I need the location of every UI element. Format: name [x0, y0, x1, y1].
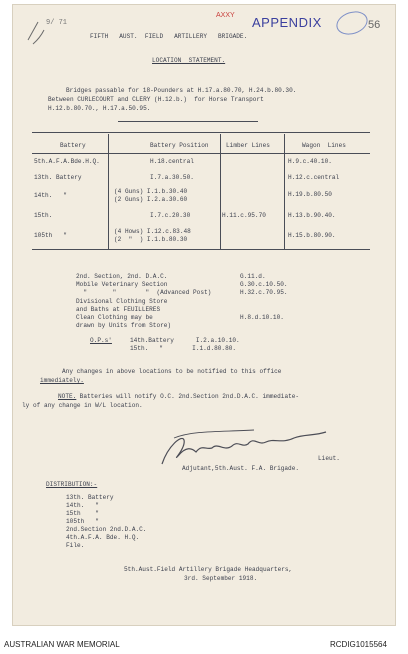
ops-row: 15th. " I.1.d.80.80. [130, 345, 237, 352]
cell-battery: 105th " [34, 232, 67, 239]
corner-pencil-text: 9/ 71 [46, 19, 68, 27]
changes-immediately: immediately. [40, 377, 84, 384]
cell-battery: 15th. [34, 212, 53, 219]
list-item: File. [66, 542, 85, 549]
cell-battery: 13th. Battery [34, 174, 82, 181]
appendix-stamp: APPENDIX [252, 15, 322, 30]
column-divider [284, 134, 285, 249]
cell-wagon: H.12.c.central [288, 174, 340, 181]
location-label: 2nd. Section, 2nd. D.A.C. [76, 273, 168, 280]
cell-wagon: H.9.c.40.10. [288, 158, 332, 165]
location-value: G.30.c.10.50. [240, 281, 288, 288]
location-label: and Baths at FEUILLERES [76, 306, 161, 313]
col-header-wagon: Wagon Lines [302, 142, 346, 149]
page-title: LOCATION STATEMENT. [152, 57, 226, 64]
cell-position: I.7.a.30.50. [150, 174, 194, 181]
unit-heading: FIFTH AUST. FIELD ARTILLERY BRIGADE. [90, 33, 248, 40]
divider-line [118, 121, 258, 122]
col-header-battery: Battery [60, 142, 86, 149]
closing-date: 3rd. September 1918. [184, 575, 258, 582]
location-label: Mobile Veterinary Section [76, 281, 168, 288]
table-header-rule [32, 153, 370, 154]
cell-battery: 5th.A.F.A.Bde.H.Q. [34, 158, 100, 165]
signoff-role: Adjutant,5th.Aust. F.A. Brigade. [182, 465, 300, 472]
col-header-position: Battery Position [150, 142, 209, 149]
ops-row: 14th.Battery I.2.a.10.10. [130, 337, 240, 344]
intro-line-3: H.12.b.80.70., H.17.a.50.95. [48, 105, 151, 112]
location-value: H.8.d.10.10. [240, 314, 284, 321]
cell-position: (2 " ) I.1.b.80.30 [114, 236, 188, 243]
column-divider [220, 134, 221, 249]
red-stamp: AXXY [216, 12, 235, 19]
table-bottom-rule [32, 249, 370, 250]
column-divider [108, 134, 109, 249]
table-top-rule [32, 132, 370, 133]
cell-position: I.7.c.20.30 [150, 212, 191, 219]
note-text: Batteries will notify O.C. 2nd.Section 2nd.D.A.C. immediate- [76, 393, 300, 400]
cell-wagon: H.19.b.80.50 [288, 191, 332, 198]
list-item: 2nd.Section 2nd.D.A.C. [66, 526, 147, 533]
cell-position: (2 Guns) I.2.a.30.60 [114, 196, 188, 203]
cell-position: (4 Guns) I.1.b.30.40 [114, 188, 188, 195]
cell-wagon: H.15.b.80.90. [288, 232, 336, 239]
list-item: 105th " [66, 518, 99, 525]
cell-battery: 14th. " [34, 192, 67, 199]
location-label: Clean Clothing may be [76, 314, 153, 321]
list-item: 14th. " [66, 502, 99, 509]
footer-left: AUSTRALIAN WAR MEMORIAL [4, 640, 120, 649]
ops-label: O.P.s' [90, 337, 112, 344]
distribution-heading: DISTRIBUTION:- [46, 481, 98, 488]
intro-line-2: Between CURLECOURT and CLERY (H.12.b.) for Horse Transport [48, 96, 264, 103]
note-label: NOTE. [58, 393, 77, 400]
signoff-rank: Lieut. [318, 455, 340, 462]
location-value: G.11.d. [240, 273, 266, 280]
signature [154, 426, 334, 470]
list-item: 13th. Battery [66, 494, 114, 501]
intro-line-1: Bridges passable for 18-Pounders at H.17.a.80.70, H.24.b.80.30. [66, 87, 297, 94]
location-value: H.32.c.70.95. [240, 289, 288, 296]
cell-position: H.18.central [150, 158, 194, 165]
location-label: " " " (Advanced Post) [76, 289, 212, 296]
cell-position: (4 Hows) I.12.c.83.48 [114, 228, 191, 235]
page-number: 56 [368, 19, 381, 31]
closing-hq: 5th.Aust.Field Artillery Brigade Headquarters, [124, 566, 293, 573]
col-header-limber: Limber Lines [226, 142, 270, 149]
location-label: drawn by Units from Store) [76, 322, 172, 329]
list-item: 4th.A.F.A. Bde. H.Q. [66, 534, 140, 541]
location-label: Divisional Clothing Store [76, 298, 168, 305]
cell-wagon: H.13.b.90.40. [288, 212, 336, 219]
changes-note: Any changes in above locations to be notified to this office [62, 368, 282, 375]
note-text-2: ly of any change in W/L location. [22, 402, 143, 409]
footer-right: RCDIG1015564 [330, 640, 387, 649]
cell-limber: H.11.c.95.70 [222, 212, 266, 219]
list-item: 15th " [66, 510, 99, 517]
